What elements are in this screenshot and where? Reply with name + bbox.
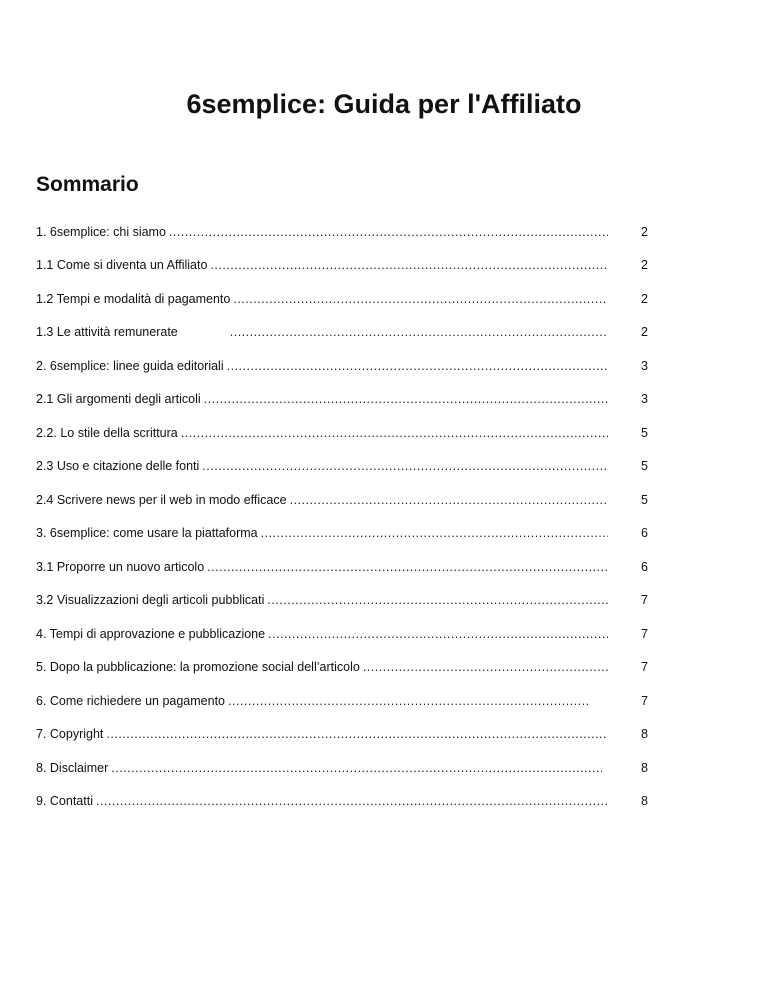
- toc-entry-page: 2: [641, 325, 648, 340]
- toc-entry-label: 1.3 Le attività remunerate: [36, 325, 178, 340]
- toc-entry[interactable]: [36, 316, 648, 350]
- toc-entry-page: 7: [641, 626, 648, 641]
- toc-entry[interactable]: [36, 684, 648, 718]
- toc-leader-dots: [106, 727, 608, 741]
- toc-entry-label: 2.2. Lo stile della scrittura: [36, 425, 178, 440]
- toc-entry[interactable]: [36, 785, 648, 819]
- toc-entry-label: 1. 6semplice: chi siamo: [36, 224, 166, 239]
- toc-entry[interactable]: [36, 617, 648, 651]
- toc-entry-label: 1.1 Come si diventa un Affiliato: [36, 258, 208, 273]
- toc-leader-dots: [228, 694, 590, 708]
- toc-entry-page: 5: [641, 492, 648, 507]
- toc-leader-dots: [227, 359, 608, 373]
- toc-entry-label: 2.3 Uso e citazione delle fonti: [36, 459, 200, 474]
- toc-entry[interactable]: [36, 450, 648, 484]
- toc-entry[interactable]: [36, 249, 648, 283]
- toc-entry-label: 2.4 Scrivere news per il web in modo efficace: [36, 492, 287, 507]
- toc-entry-label: 1.2 Tempi e modalità di pagamento: [36, 291, 231, 306]
- toc-entry-page: 2: [641, 224, 648, 239]
- toc-leader-dots: [230, 325, 608, 339]
- toc-heading: Sommario: [36, 173, 139, 196]
- toc-entry-label: 5. Dopo la pubblicazione: la promozione social dell’articolo: [36, 660, 360, 675]
- document-title: 6semplice: Guida per l'Affiliato: [186, 89, 582, 119]
- toc-leader-dots: [267, 593, 608, 607]
- toc-leader-dots: [207, 560, 608, 574]
- toc-entry[interactable]: [36, 751, 648, 785]
- toc-entry-label: 7. Copyright: [36, 727, 104, 742]
- toc-entry-page: 6: [641, 559, 648, 574]
- toc-entry-label: 2. 6semplice: linee guida editoriali: [36, 358, 224, 373]
- toc-entry-label: 8. Disclaimer: [36, 760, 109, 775]
- toc-leader-dots: [261, 526, 608, 540]
- toc-entry-label: 9. Contatti: [36, 794, 93, 809]
- toc-entry[interactable]: [36, 584, 648, 618]
- toc-leader-dots: [202, 459, 608, 473]
- toc-entry-label: 6. Come richiedere un pagamento: [36, 693, 226, 708]
- toc-leader-dots: [363, 660, 608, 674]
- toc-entry-page: 3: [641, 392, 648, 407]
- table-of-contents: [36, 215, 648, 818]
- toc-leader-dots: [210, 258, 608, 272]
- toc-entry-label: 3.1 Proporre un nuovo articolo: [36, 559, 205, 574]
- toc-leader-dots: [268, 627, 608, 641]
- toc-entry-page: 2: [641, 291, 648, 306]
- toc-entry-page: 6: [641, 526, 648, 541]
- toc-entry-page: 8: [641, 760, 648, 775]
- toc-entry[interactable]: [36, 550, 648, 584]
- toc-entry-page: 7: [641, 593, 648, 608]
- toc-entry[interactable]: [36, 349, 648, 383]
- toc-entry-page: 7: [641, 693, 648, 708]
- toc-leader-dots: [169, 225, 608, 239]
- toc-entry[interactable]: [36, 282, 648, 316]
- toc-leader-dots: [290, 493, 608, 507]
- toc-entry[interactable]: [36, 383, 648, 417]
- toc-entry-page: 3: [641, 358, 648, 373]
- toc-entry-label: 3.2 Visualizzazioni degli articoli pubblicati: [36, 593, 265, 608]
- toc-leader-dots: [96, 794, 608, 808]
- toc-leader-dots: [233, 292, 608, 306]
- toc-entry[interactable]: [36, 215, 648, 249]
- toc-entry-page: 5: [641, 425, 648, 440]
- toc-entry-label: 2.1 Gli argomenti degli articoli: [36, 392, 201, 407]
- toc-entry-page: 8: [641, 727, 648, 742]
- toc-leader-dots: [111, 761, 602, 775]
- toc-entry[interactable]: [36, 718, 648, 752]
- toc-leader-dots: [204, 392, 608, 406]
- toc-entry[interactable]: [36, 651, 648, 685]
- toc-entry[interactable]: [36, 416, 648, 450]
- toc-entry-page: 8: [641, 794, 648, 809]
- toc-entry-label: 3. 6semplice: come usare la piattaforma: [36, 526, 258, 541]
- toc-entry-page: 5: [641, 459, 648, 474]
- toc-leader-dots: [181, 426, 608, 440]
- toc-entry-label: 4. Tempi di approvazione e pubblicazione: [36, 626, 266, 641]
- toc-entry-page: 7: [641, 660, 648, 675]
- toc-entry-page: 2: [641, 258, 648, 273]
- toc-entry[interactable]: [36, 517, 648, 551]
- toc-entry[interactable]: [36, 483, 648, 517]
